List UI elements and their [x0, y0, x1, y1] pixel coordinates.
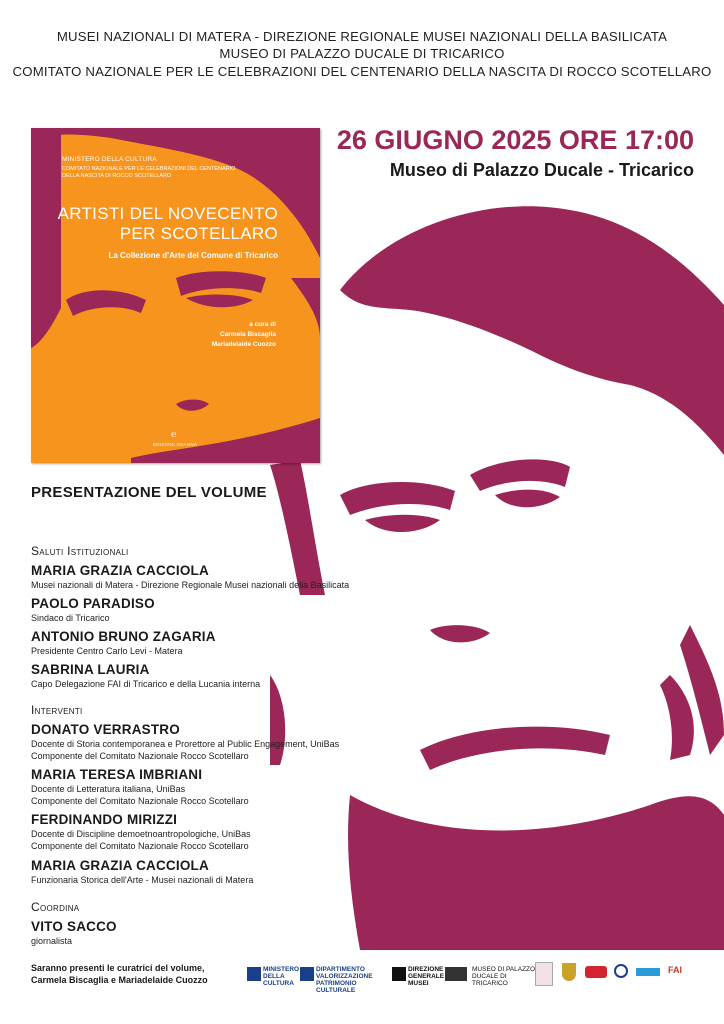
- scotellaro-badge-icon: [535, 962, 553, 986]
- book-cover: [31, 128, 320, 463]
- speaker-name: DONATO VERRASTRO: [31, 722, 180, 737]
- tricarico-crest-icon: [562, 963, 576, 981]
- speaker-name: PAOLO PARADISO: [31, 596, 155, 611]
- levi-logo-icon: [585, 966, 607, 978]
- book-curated-by: a cura di: [249, 321, 276, 328]
- ministero-logo-icon: [247, 967, 261, 981]
- mim-logo-icon: [445, 967, 467, 981]
- book-title-line-1: ARTISTI DEL NOVECENTO: [57, 204, 278, 223]
- logo-ministero: MINISTERO DELLA CULTURA: [263, 966, 300, 987]
- direzione-logo-icon: [392, 967, 406, 981]
- header-line-3: COMITATO NAZIONALE PER LE CELEBRAZIONI DEL CENTENARIO DELLA NASCITA DI ROCCO SCOTELLARO: [12, 64, 712, 79]
- speaker-role-secondary: Componente del Comitato Nazionale Rocco Scotellaro: [31, 796, 249, 806]
- speaker-role: Musei nazionali di Matera - Direzione Regionale Musei nazionali della Basilicata: [31, 580, 350, 590]
- speaker-role: Funzionaria Storica dell'Arte - Musei nazionali di Matera: [31, 875, 254, 885]
- coordina-heading: Coordina: [31, 900, 80, 914]
- book-title-line-2: PER SCOTELLARO: [119, 224, 278, 243]
- event-datetime: 26 GIUGNO 2025 ORE 17:00: [336, 125, 694, 155]
- book-author-1: Carmela Biscaglia: [219, 331, 276, 338]
- speaker-name: MARIA TERESA IMBRIANI: [31, 767, 203, 782]
- speaker-role-secondary: Componente del Comitato Nazionale Rocco Scotellaro: [31, 841, 249, 851]
- logo-museo: MUSEO DI PALAZZO DUCALE DI TRICARICO: [472, 966, 536, 987]
- speaker-role: Docente di Letteratura italiana, UniBas: [31, 784, 186, 794]
- speaker-role: Docente di Discipline demoetnoantropologiche, UniBas: [31, 829, 251, 839]
- logo-fai: FAI: [668, 965, 683, 975]
- book-author-2: Mariadelaide Cuozzo: [211, 341, 276, 348]
- header-line-2: MUSEO DI PALAZZO DUCALE DI TRICARICO: [219, 46, 505, 61]
- book-publisher: EDIZIONI OSANNA: [153, 442, 198, 447]
- event-venue: Museo di Palazzo Ducale - Tricarico: [389, 160, 694, 180]
- speaker-name: MARIA GRAZIA CACCIOLA: [31, 563, 209, 578]
- book-committee: COMITATO NAZIONALE PER LE CELEBRAZIONI DEL CENTENARIO DELLA NASCITA DI ROCCO SCOTELLARO: [62, 166, 236, 179]
- speaker-role: Capo Delegazione FAI di Tricarico e della Lucania interna: [31, 679, 261, 689]
- speaker-name: SABRINA LAURIA: [31, 662, 150, 677]
- speaker-name: FERDINANDO MIRIZZI: [31, 812, 178, 827]
- book-ministry: MINISTERO DELLA CULTURA: [62, 156, 157, 163]
- publisher-logo-icon: ℮: [171, 429, 177, 439]
- curators-note-line-2: Carmela Biscaglia e Mariadelaide Cuozzo: [31, 975, 208, 985]
- curators-note-line-1: Saranno presenti le curatrici del volume,: [31, 963, 205, 973]
- speaker-role-secondary: Componente del Comitato Nazionale Rocco Scotellaro: [31, 751, 249, 761]
- portrait-illustration: [270, 195, 724, 950]
- speaker-role: Presidente Centro Carlo Levi - Matera: [31, 646, 183, 656]
- presentation-heading: PRESENTAZIONE DEL VOLUME: [31, 484, 267, 501]
- speaker-name: MARIA GRAZIA CACCIOLA: [31, 858, 209, 873]
- basilicata-logo-icon: [636, 968, 660, 976]
- header-line-1: MUSEI NAZIONALI DI MATERA - DIREZIONE REGIONALE MUSEI NAZIONALI DELLA BASILICATA: [56, 29, 668, 44]
- speaker-role: Docente di Storia contemporanea e Prorettore al Public Engagement, UniBas: [31, 739, 340, 749]
- speaker-name: ANTONIO BRUNO ZAGARIA: [31, 629, 216, 644]
- unibas-logo-icon: [614, 964, 628, 978]
- book-subtitle: La Collezione d'Arte del Comune di Tricarico: [108, 251, 278, 260]
- dipartimento-logo-icon: [300, 967, 314, 981]
- interventi-heading: Interventi: [31, 703, 83, 717]
- speaker-role: Sindaco di Tricarico: [31, 613, 110, 623]
- saluti-heading: Saluti Istituzionali: [31, 544, 129, 558]
- logo-direzione: DIREZIONE GENERALE MUSEI: [408, 966, 445, 987]
- logo-dipartimento: DIPARTIMENTO VALORIZZAZIONE PATRIMONIO CULTURALE: [316, 966, 373, 994]
- moderator-name: VITO SACCO: [31, 919, 117, 934]
- moderator-role: giornalista: [31, 936, 73, 946]
